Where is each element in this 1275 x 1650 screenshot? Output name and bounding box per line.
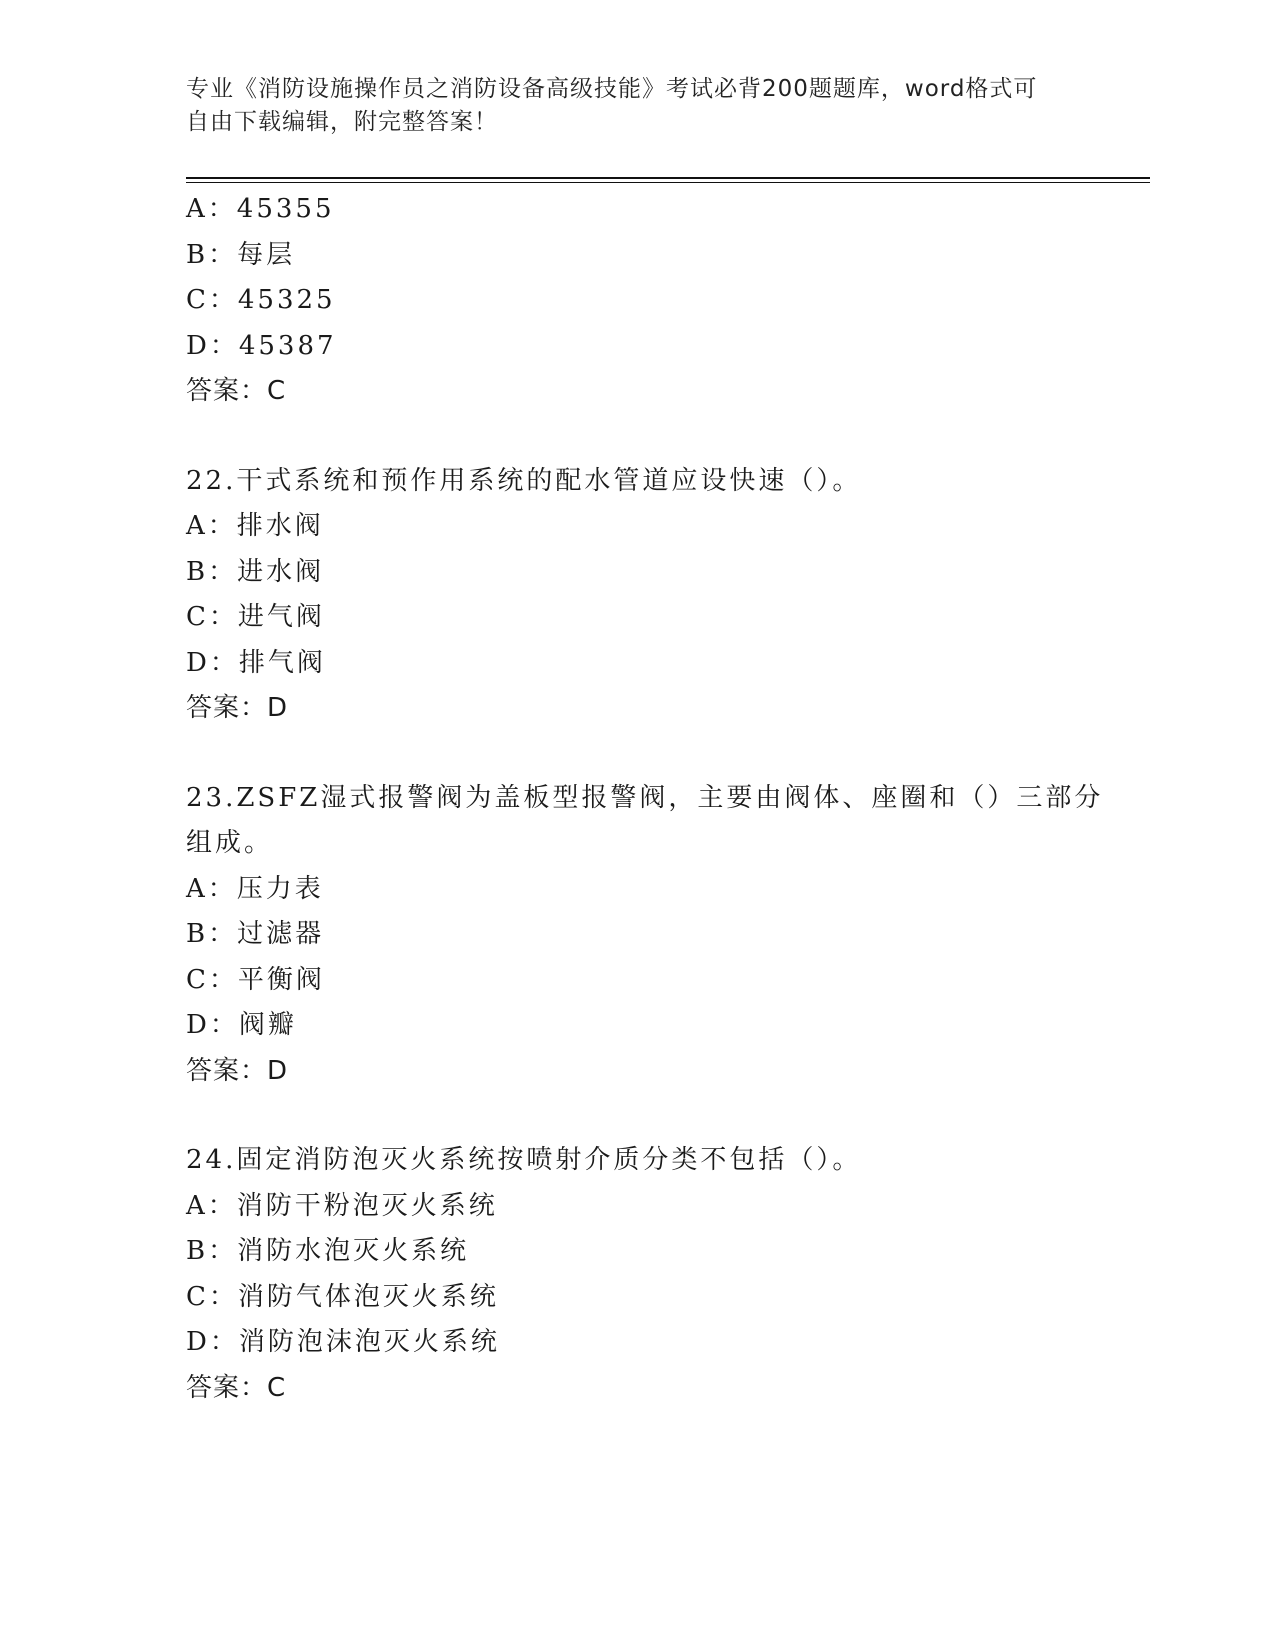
question-content: [186, 187, 1104, 1411]
option-c: C：45325: [186, 285, 336, 315]
question-21: [186, 187, 1086, 415]
question-text: 22.干式系统和预作用系统的配水管道应设快速（）。: [186, 465, 862, 496]
question-24: [186, 1138, 1086, 1411]
option-a: A：压力表: [186, 873, 324, 904]
option-d: D：排气阀: [186, 647, 326, 678]
question-text-line-2: 组成。: [186, 828, 274, 858]
option-c: C：消防气体泡灭火系统: [186, 1281, 499, 1312]
document-header: [186, 73, 1066, 139]
option-b: B：过滤器: [186, 919, 325, 949]
option-d: D：45387: [186, 330, 337, 361]
question-23: [186, 776, 1104, 1095]
answer-line: 答案：C: [186, 376, 287, 406]
option-c: C：平衡阀: [186, 964, 325, 995]
answer-line: 答案：D: [186, 693, 289, 723]
option-d: D：消防泡沫泡灭火系统: [186, 1327, 500, 1357]
answer-line: 答案：D: [186, 1055, 289, 1086]
option-b: B：进水阀: [186, 556, 325, 587]
header-line-1: 专业《消防设施操作员之消防设备高级技能》考试必背200题题库，word格式可: [186, 76, 1038, 102]
answer-line: 答案：C: [186, 1372, 287, 1403]
option-b: B：每层: [186, 239, 296, 270]
option-a: A：排水阀: [186, 511, 324, 541]
question-text-line-1: 23.ZSFZ湿式报警阀为盖板型报警阀，主要由阀体、座圈和（）三部分: [186, 782, 1104, 813]
option-d: D：阀瓣: [186, 1010, 297, 1040]
option-c: C：进气阀: [186, 602, 325, 632]
option-b: B：消防水泡灭火系统: [186, 1236, 470, 1266]
option-a: A：消防干粉泡灭火系统: [186, 1190, 498, 1221]
option-a: A：45355: [186, 194, 335, 224]
question-text: 24.固定消防泡灭火系统按喷射介质分类不包括（）。: [186, 1145, 862, 1175]
header-line-2: 自由下载编辑，附完整答案！: [186, 109, 498, 135]
question-22: [186, 459, 1086, 732]
header-divider-thin: [186, 182, 1150, 183]
header-divider-thick: [186, 177, 1150, 179]
